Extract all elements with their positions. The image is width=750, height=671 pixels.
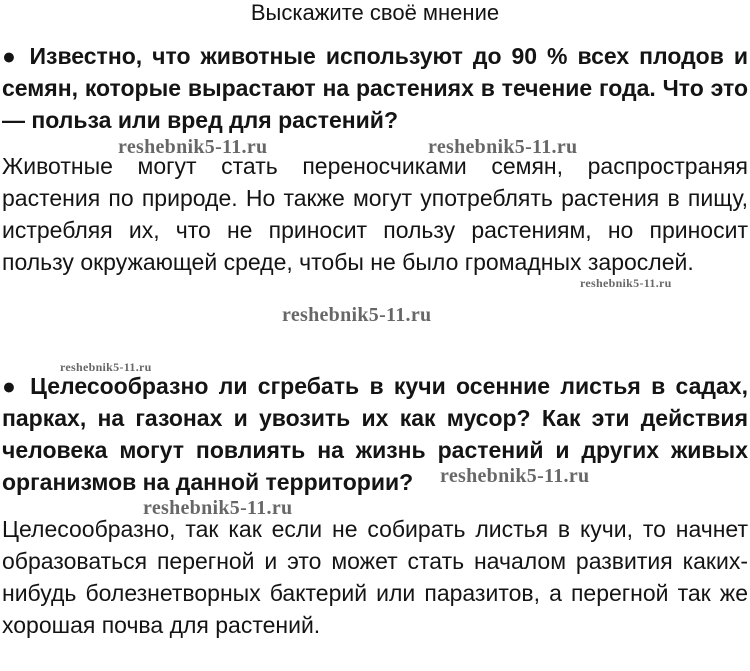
- answer-2: Целесообразно, так как если не собирать листья в кучи, то начнет образоваться перегной и это может стать началом развития каких-нибудь болезнетворных бактерий или паразитов, а перегной так же хорошая почва для растений.: [2, 516, 748, 638]
- question-1: ● Известно, что животные используют до 90 % всех плодов и семян, которые вырастают на растениях в течение года. Что это — польза или вред для растений?: [2, 43, 748, 133]
- answer-1: Животные могут стать переносчиками семян, распространяя растения по природе. Но также могут употреблять растения в пищу, истребляя их, что не приносит пользу растениям, но приносит пользу окружающей среде, чтобы не было громадных зарослей.: [2, 153, 748, 275]
- watermark: reshebnik5-11.ru: [118, 136, 268, 158]
- watermark: reshebnik5-11.ru: [428, 136, 578, 158]
- question-2: ● Целесообразно ли сгребать в кучи осенние листья в садах, парках, на газонах и увозить их как мусор? Как эти действия человека могут повлиять на жизнь растений и других живых организмов на данной территории?: [2, 373, 748, 495]
- watermark: reshebnik5-11.ru: [580, 276, 672, 290]
- page-title: Выскажите своё мнение: [250, 0, 500, 25]
- watermark: reshebnik5-11.ru: [440, 465, 590, 487]
- watermark: reshebnik5-11.ru: [60, 360, 152, 374]
- watermark: reshebnik5-11.ru: [282, 304, 432, 326]
- watermark: reshebnik5-11.ru: [143, 497, 293, 519]
